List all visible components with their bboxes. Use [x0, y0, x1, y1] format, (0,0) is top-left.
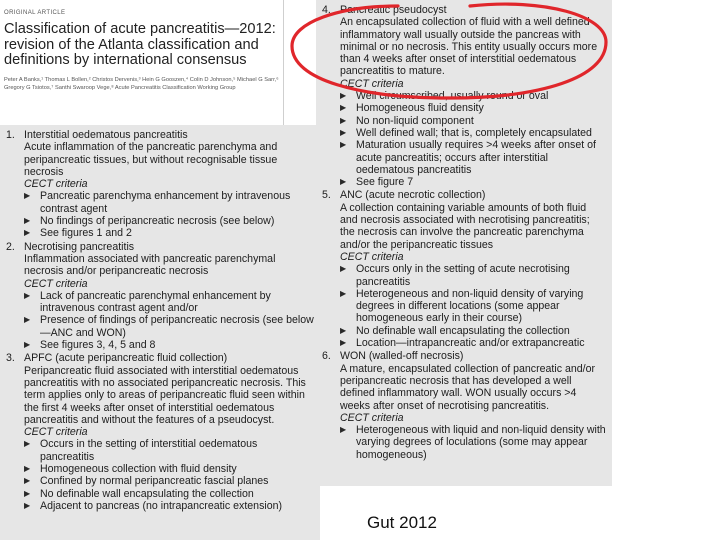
section-pseudocyst [322, 4, 606, 188]
section-title: Necrotising pancreatitis [24, 240, 135, 253]
criteria-item: ▶ Lack of pancreatic parenchymal enhancement by intravenous contrast agent and/or [24, 290, 314, 315]
source-caption: Gut 2012 [367, 513, 437, 532]
criteria-item: ▶ Occurs in the setting of interstitial oedematous pancreatitis [24, 438, 314, 463]
criteria-item: ▶ See figures 3, 4, 5 and 8 [24, 339, 314, 351]
section-body: An encapsulated collection of fluid with a well defined inflammatory wall usually outside the pancreas with minimal or no necrosis. This entity usually occurs more than 4 weeks after onset of interstitial oedematous pancreatitis to mature. [340, 16, 598, 78]
criteria-item: ▶ Heterogeneous and non-liquid density of varying degrees in different locations (some appear homogeneous early in their course) [340, 288, 606, 325]
criteria-item: ▶ Homogeneous collection with fluid density [24, 463, 314, 475]
criteria-list [6, 290, 314, 351]
right-column-excerpt [316, 0, 612, 486]
section-number: 6. [322, 350, 331, 363]
criteria-item: ▶ Location—intrapancreatic and/or extrapancreatic [340, 337, 606, 349]
cect-criteria-label: CECT criteria [340, 411, 404, 424]
criteria-list [6, 438, 314, 512]
criteria-item: ▶ Well circumscribed, usually round or oval [340, 90, 606, 102]
section-body: Acute inflammation of the pancreatic parenchyma and peripancreatic tissues, but without recognisable tissue necrosis [24, 141, 278, 178]
section-body: A collection containing variable amounts of both fluid and necrosis associated with necrotising pancreatitis; the necrosis can involve the pancreatic parenchyma and/or the peripancreatic tissues [340, 201, 590, 251]
section-won [322, 350, 606, 461]
section-apfc [6, 352, 314, 512]
criteria-list [322, 90, 606, 188]
criteria-item: ▶ No findings of peripancreatic necrosis (see below) [24, 215, 314, 227]
section-title: ANC (acute necrotic collection) [340, 189, 486, 202]
cect-criteria-label: CECT criteria [340, 250, 404, 263]
criteria-list [322, 424, 606, 461]
section-interstitial [6, 129, 314, 240]
section-number: 5. [322, 189, 331, 202]
criteria-item: ▶ Maturation usually requires >4 weeks after onset of acute pancreatitis; occurs after interstitial oedematous pancreatitis [340, 139, 606, 176]
criteria-item: ▶ Adjacent to pancreas (no intrapancreatic extension) [24, 500, 314, 512]
section-title: APFC (acute peripancreatic fluid collection) [24, 352, 228, 365]
criteria-item: ▶ See figure 7 [340, 176, 606, 188]
criteria-item: ▶ No non-liquid component [340, 115, 606, 127]
cect-criteria-label: CECT criteria [24, 277, 88, 290]
article-title: Classification of acute pancreatitis—2012: revision of the Atlanta classification and definitions by international consensus [4, 21, 276, 68]
section-title: Interstitial oedematous pancreatitis [24, 129, 188, 141]
section-body: Peripancreatic fluid associated with interstitial oedematous pancreatitis with no associated peripancreatic necrosis. This term applies only to areas of peripancreatic fluid seen within the first 4 weeks after onset of interstitial oedematous pancreatitis and without the features of a pseudocyst. [24, 364, 306, 426]
criteria-item: ▶ Well defined wall; that is, completely encapsulated [340, 127, 606, 139]
article-header [0, 0, 284, 126]
section-anc [322, 189, 606, 349]
criteria-item: ▶ Presence of findings of peripancreatic necrosis (see below—ANC and WON) [24, 314, 314, 339]
section-body: A mature, encapsulated collection of pancreatic and/or peripancreatic necrosis that has developed a well defined inflammatory wall. WON usually occurs >4 weeks after onset of necrotising pancreatitis. [340, 362, 595, 412]
section-number: 3. [6, 352, 15, 365]
section-title: WON (walled-off necrosis) [340, 350, 464, 363]
section-title: Pancreatic pseudocyst [340, 4, 447, 16]
section-number: 4. [322, 4, 331, 16]
criteria-item: ▶ Homogeneous fluid density [340, 102, 606, 114]
left-column-excerpt [0, 125, 320, 540]
criteria-item: ▶ No definable wall encapsulating the collection [340, 325, 606, 337]
article-type-label: ORIGINAL ARTICLE [4, 10, 66, 16]
section-body: Inflammation associated with pancreatic parenchymal necrosis and/or peripancreatic necrosis [24, 252, 276, 278]
criteria-item: ▶ Confined by normal peripancreatic fascial planes [24, 475, 314, 487]
criteria-item: ▶ See figures 1 and 2 [24, 227, 314, 239]
cect-criteria-label: CECT criteria [24, 178, 88, 191]
section-necrotising [6, 241, 314, 352]
cect-criteria-label: CECT criteria [24, 426, 88, 439]
criteria-list [322, 263, 606, 349]
section-number: 1. [6, 129, 15, 141]
criteria-list [6, 190, 314, 239]
section-number: 2. [6, 240, 15, 253]
cect-criteria-label: CECT criteria [340, 77, 404, 90]
criteria-item: ▶ Pancreatic parenchyma enhancement by intravenous contrast agent [24, 190, 314, 215]
criteria-item: ▶ Occurs only in the setting of acute necrotising pancreatitis [340, 263, 606, 288]
article-authors: Peter A Banks,¹ Thomas L Bollen,² Christos Dervenis,³ Hein G Gooszen,⁴ Colin D Johnson,⁵ Michael G Sarr,⁶ Gregory G Tsiotos,⁷ Santhi Swaroop Vege,⁸ Acute Pancreatitis Classification Working Group [4, 76, 279, 91]
criteria-item: ▶ Heterogeneous with liquid and non-liquid density with varying degrees of loculations (some may appear homogeneous) [340, 424, 606, 461]
criteria-item: ▶ No definable wall encapsulating the collection [24, 488, 314, 500]
